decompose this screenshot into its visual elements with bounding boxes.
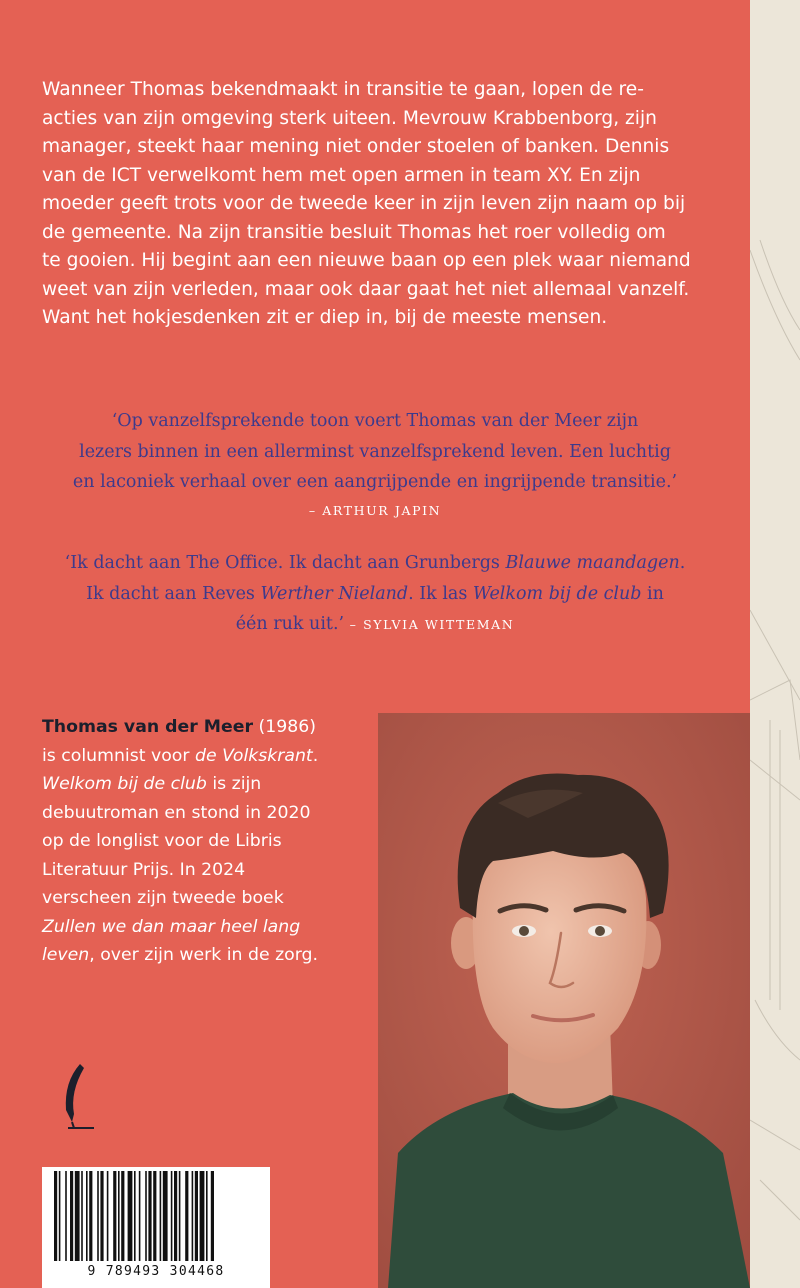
review-quote-witteman [0,548,750,641]
quote-book-title: Werther Nieland [260,583,409,604]
bio-italic: de Volkskrant [194,745,313,766]
bio-line [42,742,372,771]
quote-text: . [679,553,686,573]
isbn-number: 9 789493 304468 [87,1264,225,1279]
quote-text: in [641,583,664,604]
blurb-line: de gemeente. Na zijn transitie besluit Thomas het roer volledig om [42,221,666,243]
quote-book-title: Welkom bij de club [472,583,642,604]
bio-line [42,913,372,942]
quote-line: ‘Op vanzelfsprekende toon voert Thomas van der Meer zijn [111,411,639,431]
quote-book-title: Blauwe maandagen [505,553,680,573]
review-quote-japin [0,406,750,524]
quote-attribution: – ARTHUR JAPIN [308,502,442,518]
bio-line: op de longlist voor de Libris [42,831,282,851]
bio-italic: leven [42,945,90,965]
quote-line: lezers binnen in een allerminst vanzelfsprekend leven. Een luchtig [79,441,671,462]
bio-text: is columnist voor [42,745,195,766]
bio-text: . [312,745,319,766]
blurb-line: te gooien. Hij begint aan een nieuwe baan op een plek waar niemand [42,250,691,271]
blurb-line: Want het hokjesdenken zit er diep in, bij de meeste mensen. [42,307,608,328]
quote-attribution: – SYLVIA WITTEMAN [344,617,515,632]
author-portrait-illustration [378,713,750,1288]
spine-illustration-strip [750,0,800,1288]
quill-logo-icon [60,1062,100,1132]
blurb-line: van de ICT verwelkomt hem met open armen in team XY. En zijn [42,164,641,186]
quote-text: Ik dacht aan Reves [86,583,261,604]
quote-line: en laconiek verhaal over een aangrijpende en ingrijpende transitie.’ [72,472,678,492]
isbn-barcode [42,1167,270,1288]
bio-text: is zijn [206,774,262,794]
blurb-line: Wanneer Thomas bekendmaakt in transitie te gaan, lopen de re- [42,79,644,100]
bio-line: verscheen zijn tweede boek [42,888,284,908]
quote-text: ‘Ik dacht aan The Office. Ik dacht aan Grunbergs [64,553,506,573]
quote-text: . Ik las [408,583,473,604]
bio-line: Literatuur Prijs. In 2024 [42,859,246,880]
blurb-text [42,76,692,333]
quote-line [0,609,750,641]
author-photo [378,713,750,1288]
quote-line [0,579,750,610]
bio-italic: Zullen we dan maar heel lang [42,916,301,937]
author-name: Thomas van der Meer [42,717,253,737]
bio-text: , over zijn werk in de zorg. [89,945,319,965]
author-bio [42,713,372,970]
blurb-line: moeder geeft trots voor de tweede keer in zijn leven zijn naam op bij [42,193,686,214]
bio-line [42,941,372,970]
quote-text: één ruk uit.’ [235,614,345,634]
quote-line [0,548,750,579]
author-birth-year: (1986) [252,717,316,737]
blurb-line: weet van zijn verleden, maar ook daar gaat het niet allemaal vanzelf. [42,278,690,300]
blurb-line: manager, steekt haar mening niet onder stoelen of banken. Dennis [42,136,670,157]
sketch-illustration [750,0,800,1288]
barcode-bars-icon [42,1167,270,1263]
bio-italic: Welkom bij de club [42,774,207,794]
blurb-line: acties van zijn omgeving sterk uiteen. Mevrouw Krabbenborg, zijn [42,107,657,129]
publisher-logo [60,1062,100,1132]
bio-line [42,713,372,742]
bio-line [42,770,372,799]
bio-line: debuutroman en stond in 2020 [42,802,311,823]
